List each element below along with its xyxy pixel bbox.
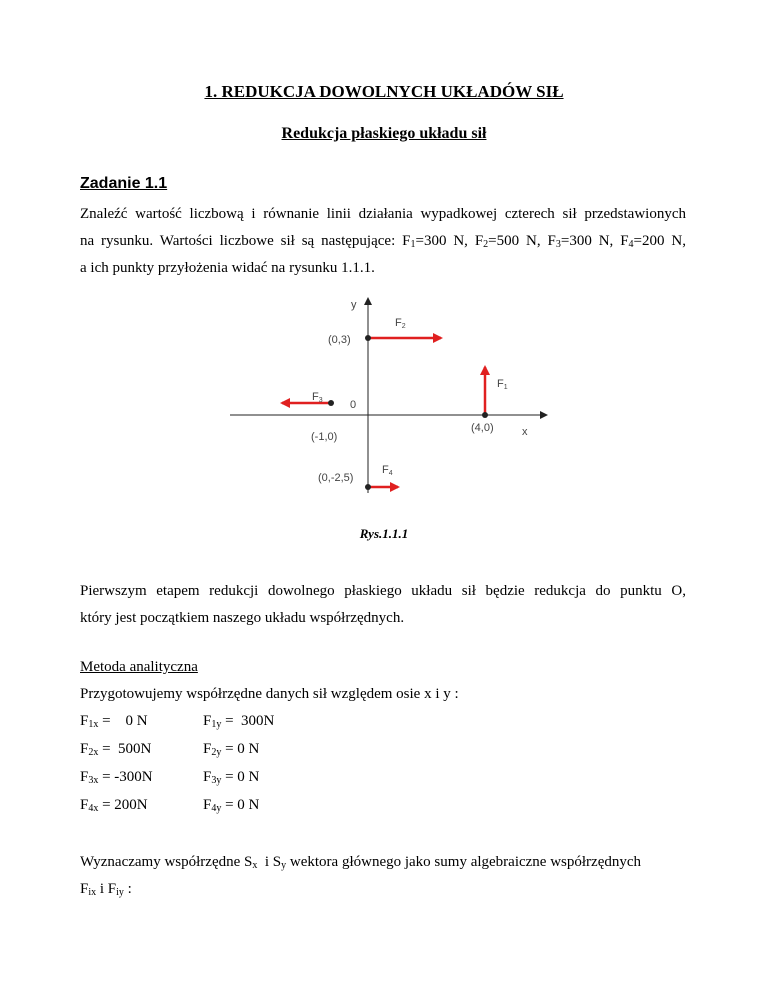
component-f1y: $F_{1y} = 300N$	[203, 713, 275, 730]
point-4-0-label: (4,0)	[471, 422, 494, 434]
y-axis-label: y	[351, 299, 357, 311]
point-0-3	[365, 335, 371, 341]
method-heading: Metoda analityczna	[80, 659, 198, 675]
component-f1x: $F_{1x}$ = 0 N	[80, 713, 148, 730]
x-axis-label: x	[522, 426, 528, 438]
point-0-3-label: (0,3)	[328, 334, 351, 346]
component-f3y: $F_{3y} = 0$ N	[203, 769, 260, 786]
intro-line-1: Znaleźć wartość liczbową i równanie linii działania wypadkowej czterech sił przedstawionych	[80, 206, 686, 222]
task-heading: Zadanie 1.1	[80, 175, 168, 192]
point-m1-0-label: (-1,0)	[311, 431, 338, 443]
para2-line-1: Pierwszym etapem redukcji dowolnego płaskiego układu sił będzie redukcja do punktu O,	[80, 583, 686, 599]
intro-line-3: a ich punkty przyłożenia widać na rysunku 1.1.1.	[80, 260, 375, 276]
force-diagram	[225, 295, 550, 495]
figure-caption: Rys.1.1.1	[359, 526, 409, 541]
component-f2y: $F_{2y} = 0$ N	[203, 741, 260, 758]
para3-line-2: $F_{ix}$ i $F_{iy}$ :	[80, 881, 132, 898]
component-f4x: $F_{4x} = 200N$	[80, 797, 148, 814]
point-0-m25-label: (0,-2,5)	[318, 472, 354, 484]
method-intro: Przygotowujemy współrzędne danych sił względem osie x i y :	[80, 686, 459, 702]
component-f2x: $F_{2x} = 500N$	[80, 741, 152, 758]
f3-label: F3	[312, 391, 323, 404]
f1-label: F1	[497, 378, 508, 391]
intro-line-2: na rysunku. Wartości liczbowe sił są następujące: $F_1=300$ N, $F_2=500$ N, $F_3=300$ N, $F_4=200$ N,	[80, 233, 686, 250]
origin-label: 0	[350, 399, 357, 411]
component-f3x: $F_{3x} = -300N$	[80, 769, 153, 786]
section-subtitle: Redukcja płaskiego układu sił	[281, 125, 487, 142]
point-m1-0	[328, 400, 334, 406]
point-4-0	[482, 412, 488, 418]
component-f4y: $F_{4y} = 0$ N	[203, 797, 260, 814]
page-title: 1. REDUKCJA DOWOLNYCH UKŁADÓW SIŁ	[204, 82, 564, 101]
f4-label: F4	[382, 464, 393, 477]
f2-label: F2	[395, 317, 406, 330]
para2-line-2: który jest początkiem naszego układu współrzędnych.	[80, 610, 405, 626]
point-0-m25	[365, 484, 371, 490]
para3-line-1: Wyznaczamy współrzędne $S_x$ i $S_y$ wektora głównego jako sumy algebraiczne współrzędnych	[80, 854, 642, 871]
